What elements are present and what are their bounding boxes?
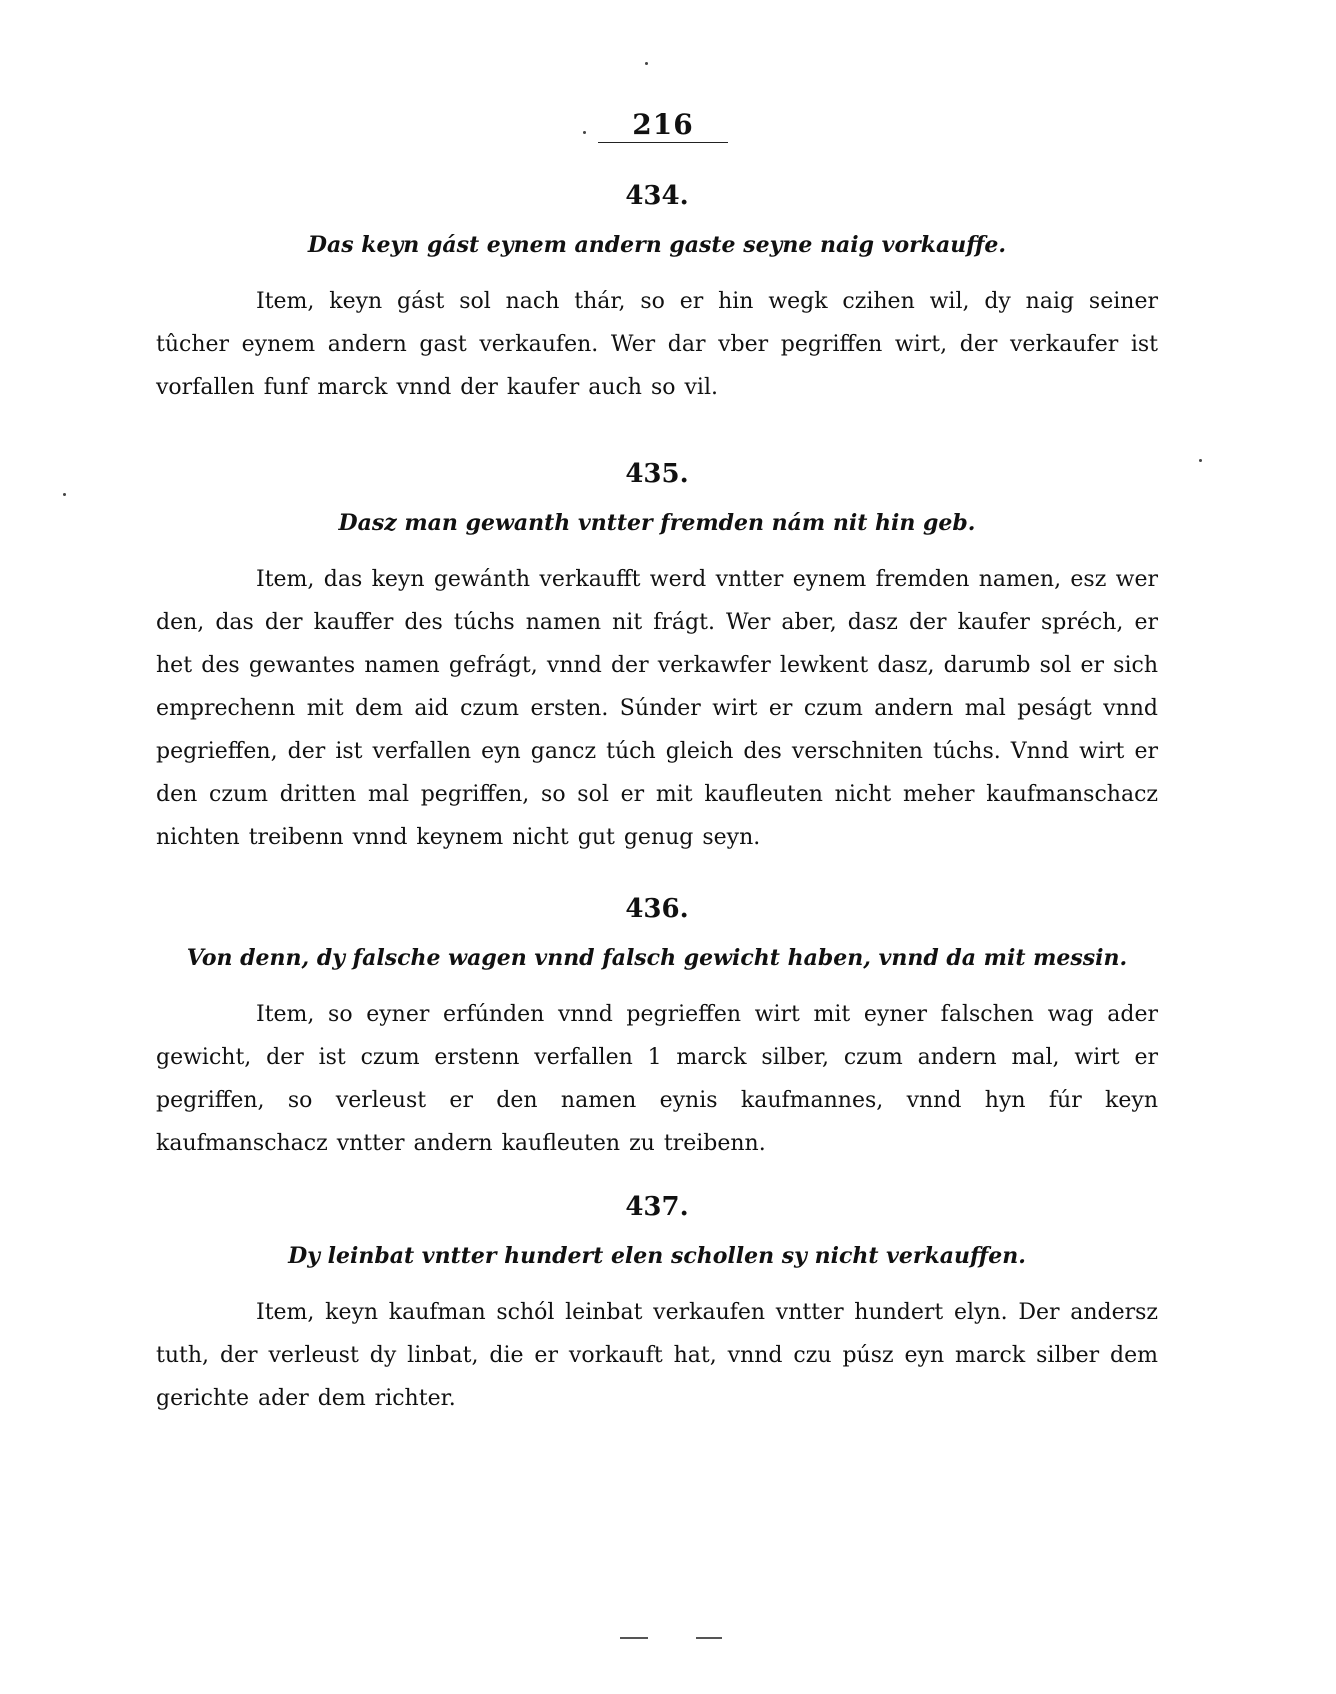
print-speck xyxy=(583,131,586,134)
section-title: Dy leinbat vntter hundert elen schollen sy nicht verkauffen. xyxy=(288,1243,1026,1269)
section-body: Item, das keyn gewánth verkaufft werd vntter eynem fremden namen, esz wer den, das der kauffer des túchs namen nit frágt. Wer aber, dasz der kaufer spréch, er het des gewantes namen gefrágt, vnnd der verkawfer lewkent dasz, darumb sol er sich emprechenn mit dem aid czum ersten. Súnder wirt er czum andern mal peságt vnnd pegrieffen, der ist verfallen eyn gancz túch gleich des verschniten túchs. Vnnd wirt er den czum dritten mal pegriffen, so sol er mit kaufleuten nicht meher kaufmanschacz nichten treibenn vnnd keynem nicht gut genug seyn. xyxy=(156,567,1158,850)
section-title: Dasz man gewanth vntter fremden nám nit hin geb. xyxy=(338,510,976,536)
section-number: 436. xyxy=(625,894,689,924)
footer-dashes xyxy=(620,1637,730,1639)
section-435 xyxy=(156,454,1158,859)
section-body: Item, keyn gást sol nach thár, so er hin wegk czihen wil, dy naig seiner tûcher eynem andern gast verkaufen. Wer dar vber pegriffen wirt, der verkaufer ist vorfallen funf marck vnnd der kaufer auch so vil. xyxy=(156,289,1158,400)
section-number: 437. xyxy=(625,1192,689,1222)
print-speck xyxy=(1199,459,1202,462)
page-number: 216 xyxy=(632,108,694,141)
section-title: Von denn, dy falsche wagen vnnd falsch gewicht haben, vnnd da mit messin. xyxy=(186,945,1128,971)
print-speck xyxy=(63,493,66,496)
section-number: 435. xyxy=(625,459,689,489)
section-437 xyxy=(156,1187,1158,1420)
section-title: Das keyn gást eynem andern gaste seyne naig vorkauffe. xyxy=(307,232,1007,258)
header-rule xyxy=(598,142,728,143)
section-434 xyxy=(156,176,1158,409)
section-body: Item, so eyner erfúnden vnnd pegrieffen wirt mit eyner falschen wag ader gewicht, der ist czum erstenn verfallen 1 marck silber, czum andern mal, wirt er pegriffen, so verleust er den namen eynis kaufmannes, vnnd hyn fúr keyn kaufmanschacz vntter andern kaufleuten zu treibenn. xyxy=(156,1002,1158,1156)
section-436 xyxy=(156,889,1158,1165)
footer-dash xyxy=(620,1637,648,1639)
print-speck xyxy=(645,62,648,65)
section-body: Item, keyn kaufman schól leinbat verkaufen vntter hundert elyn. Der andersz tuth, der verleust dy linbat, die er vorkauft hat, vnnd czu púsz eyn marck silber dem gerichte ader dem richter. xyxy=(156,1300,1158,1411)
section-number: 434. xyxy=(625,181,689,211)
footer-dash xyxy=(696,1637,722,1639)
